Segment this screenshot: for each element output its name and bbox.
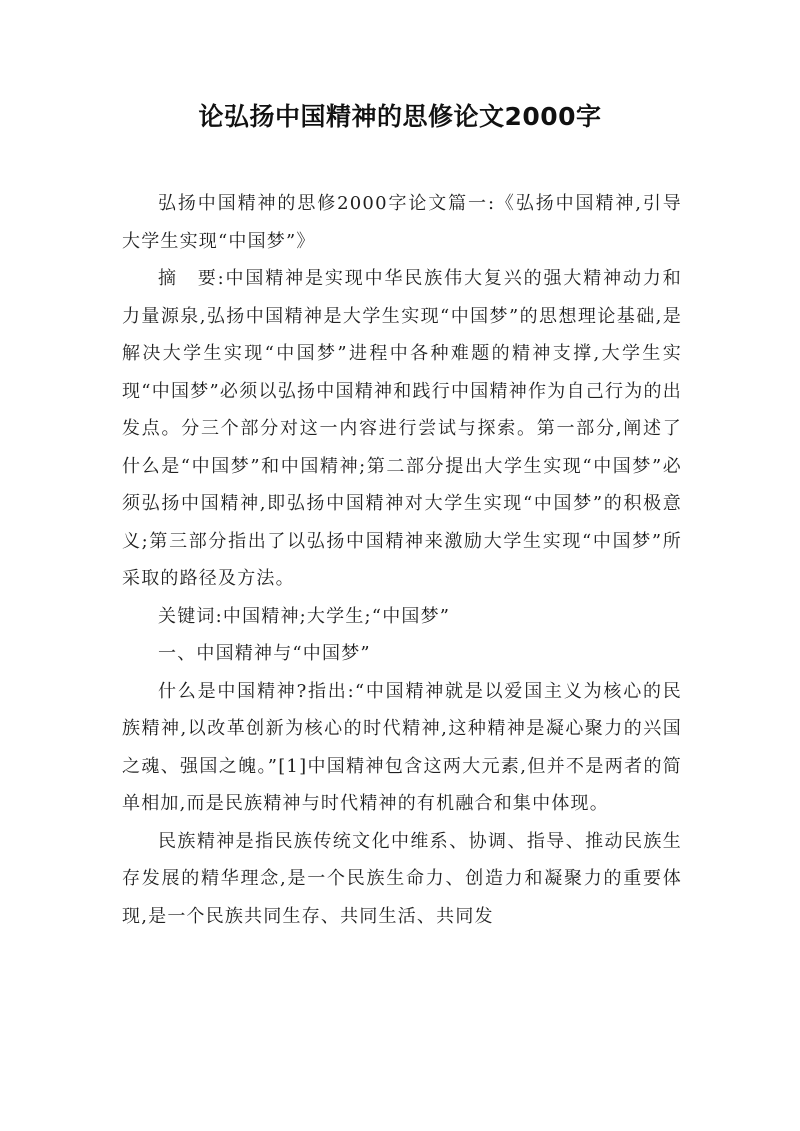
paragraph-body: 民族精神是指民族传统文化中维系、协调、指导、推动民族生存发展的精华理念,是一个民族生命力、创造力和凝聚力的重要体现,是一个民族共同生存、共同生活、共同发	[122, 830, 682, 927]
paragraph-body: 什么是中国精神?指出:“中国精神就是以爱国主义为核心的民族精神,以改革创新为核心的时代精神,这种精神是凝心聚力的兴国之魂、强国之魄。”[1]中国精神包含这两大元素,但并不是两者的简单相加,而是民族精神与时代精神的有机融合和集中体现。	[122, 680, 682, 814]
document-body	[122, 185, 682, 935]
paragraph-article-heading: 弘扬中国精神的思修2000字论文篇一:《弘扬中国精神,引导大学生实现“中国梦”》	[122, 193, 682, 252]
paragraph-abstract: 摘 要:中国精神是实现中华民族伟大复兴的强大精神动力和力量源泉,弘扬中国精神是大学生实现“中国梦”的思想理论基础,是解决大学生实现“中国梦”进程中各种难题的精神支撑,大学生实现“中国梦”必须以弘扬中国精神和践行中国精神作为自己行为的出发点。分三个部分对这一内容进行尝试与探索。第一部分,阐述了什么是“中国梦”和中国精神;第二部分提出大学生实现“中国梦”必须弘扬中国精神,即弘扬中国精神对大学生实现“中国梦”的积极意义;第三部分指出了以弘扬中国精神来激励大学生实现“中国梦”所采取的路径及方法。	[122, 268, 682, 589]
section-heading: 一、中国精神与“中国梦”	[158, 643, 371, 664]
document-title: 论弘扬中国精神的思修论文2000字	[198, 102, 602, 131]
paragraph-keywords: 关键词:中国精神;大学生;“中国梦”	[158, 605, 451, 627]
